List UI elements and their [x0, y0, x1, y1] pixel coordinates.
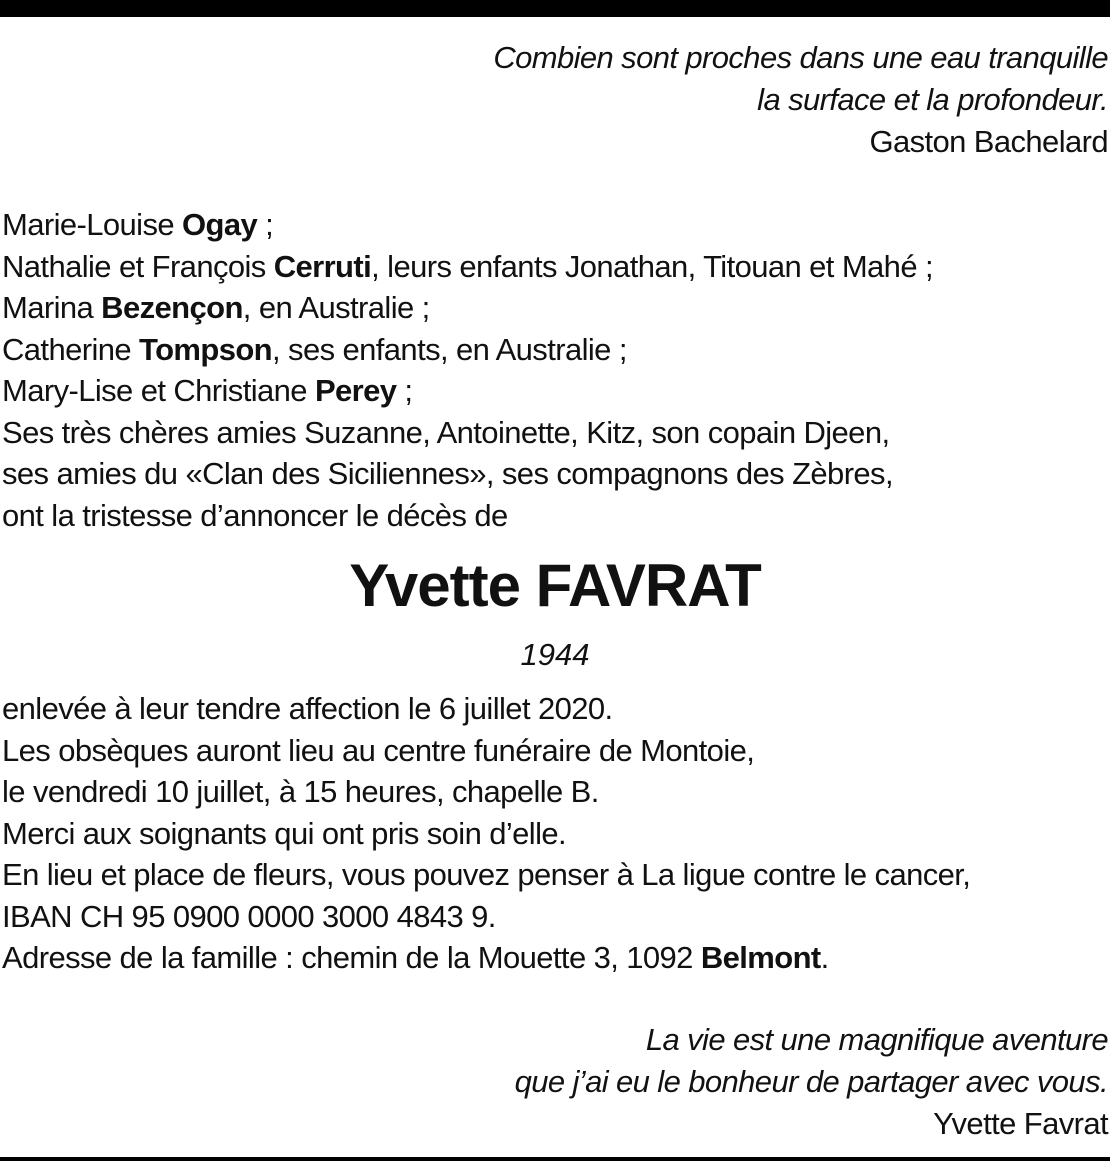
family-line-7: ses amies du «Clan des Siciliennes», ses compagnons des Zèbres, — [2, 456, 893, 491]
opening-quote — [493, 37, 1108, 163]
family-line-4 — [2, 329, 933, 371]
family-line-5-text: Mary-Lise et Christiane — [2, 373, 315, 408]
family-line-5-surname: Perey — [314, 373, 397, 408]
family-line-2-text: Nathalie et François — [2, 248, 274, 284]
family-line-4-surname: Tompson — [139, 331, 273, 367]
closing-quote — [515, 1019, 1108, 1145]
family-announcement — [2, 204, 933, 536]
details-line-1: enlevée à leur tendre affection le 6 juillet 2020. — [2, 691, 613, 726]
details-line-3: le vendredi 10 juillet, à 15 heures, chapelle B. — [2, 774, 599, 809]
closing-quote-line-1: La vie est une magnifique aventure — [645, 1022, 1108, 1057]
family-line-1 — [2, 204, 933, 246]
family-line-1-text: Marie-Louise — [2, 207, 183, 242]
family-line-2-surname: Cerruti — [273, 248, 372, 284]
closing-quote-author: Yvette Favrat — [933, 1106, 1108, 1141]
details-line-6: IBAN CH 95 0900 0000 3000 4843 9. — [2, 898, 496, 934]
family-address-text: Adresse de la famille : chemin de la Mouette 3, 1092 — [2, 940, 701, 975]
family-address-town: Belmont — [700, 940, 821, 975]
family-address-suffix: . — [820, 940, 829, 975]
opening-quote-line-2: la surface et la profondeur. — [757, 82, 1108, 117]
details-line-4: Merci aux soignants qui ont pris soin d’elle. — [2, 815, 567, 851]
family-line-1-suffix: ; — [257, 207, 274, 242]
family-line-2 — [2, 246, 933, 288]
opening-quote-author: Gaston Bachelard — [869, 124, 1108, 159]
family-line-6: Ses très chères amies Suzanne, Antoinette, Kitz, son copain Djeen, — [2, 414, 890, 450]
deceased-birth-year: 1944 — [520, 637, 590, 672]
details-line-7 — [2, 937, 970, 979]
funeral-details — [2, 688, 970, 979]
family-line-3-text: Marina — [2, 290, 102, 325]
family-line-1-surname: Ogay — [182, 207, 258, 242]
deceased-name: Yvette FAVRAT — [349, 552, 761, 619]
bottom-rule — [0, 1157, 1110, 1161]
family-line-4-suffix: , ses enfants, en Australie ; — [272, 331, 627, 367]
details-line-5: En lieu et place de fleurs, vous pouvez penser à La ligue contre le cancer, — [2, 857, 971, 892]
details-line-2: Les obsèques auront lieu au centre funéraire de Montoie, — [2, 732, 755, 768]
top-rule — [0, 0, 1110, 17]
family-line-5 — [2, 370, 933, 412]
family-line-3-suffix: , en Australie ; — [242, 290, 430, 325]
closing-quote-line-2: que j’ai eu le bonheur de partager avec vous. — [514, 1064, 1108, 1099]
family-line-4-text: Catherine — [2, 331, 140, 367]
opening-quote-line-1: Combien sont proches dans une eau tranquille — [493, 40, 1108, 75]
family-line-3-surname: Bezençon — [101, 290, 243, 325]
family-line-8: ont la tristesse d’annoncer le décès de — [2, 497, 508, 533]
family-line-5-suffix: ; — [396, 373, 413, 408]
family-line-3 — [2, 287, 933, 329]
family-line-2-suffix: , leurs enfants Jonathan, Titouan et Mahé ; — [371, 248, 933, 284]
